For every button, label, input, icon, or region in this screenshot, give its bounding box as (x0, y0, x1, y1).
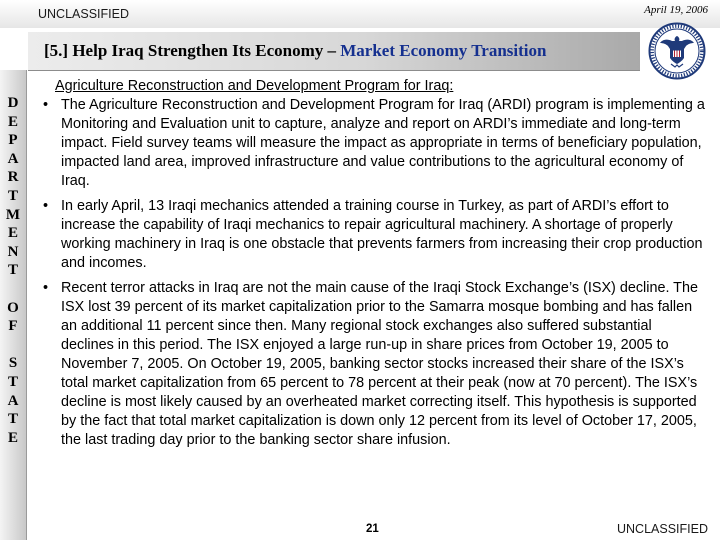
vertical-letter: A (7, 392, 19, 409)
title-prefix: [5.] Help Iraq Strengthen Its Economy – (44, 41, 341, 60)
bullet-item (38, 197, 706, 273)
vertical-letter: A (7, 150, 19, 167)
section-heading (55, 77, 706, 96)
vertical-letter: E (7, 225, 18, 242)
bullet-icon: • (43, 280, 49, 296)
vertical-letter: O (7, 299, 19, 316)
bullet-item (38, 279, 706, 450)
vertical-letter: M (5, 206, 21, 223)
bullet-text: In early April, 13 Iraqi mechanics attended a training course in Turkey, as part of ARDI’s effort to increase the capability of Iraqi mechanics to repair agricultural machinery. A shortage of properly working machinery in Iraq is one obstacle that prevents farmers from increasing their crop production and incomes. (61, 198, 703, 271)
department-of-state-seal-icon (648, 22, 706, 80)
vertical-letter: S (8, 355, 18, 372)
slide-body (38, 77, 706, 450)
bullet-text: The Agriculture Reconstruction and Development Program for Iraq (ARDI) program is implementing a Monitoring and Evaluation unit to capture, analyze and report on ARDI’s immediate and long-term impact. Field survey teams will measure the impact as appropriate in terms of beneficiary population, impacted land area, improved infrastructure and value contributions to the agricultural economy of Iraq. (61, 97, 705, 189)
classification-marking-top: UNCLASSIFIED (38, 7, 129, 21)
vertical-agency-text (0, 94, 26, 447)
bullet-list (38, 96, 706, 450)
vertical-letter: T (7, 411, 18, 428)
bullet-icon: • (43, 97, 49, 113)
vertical-letter: P (8, 132, 18, 149)
bullet-icon: • (43, 198, 49, 214)
section-heading-text: Agriculture Reconstruction and Development Program for Iraq (55, 78, 450, 94)
vertical-letter: E (7, 429, 18, 446)
vertical-letter: E (7, 113, 18, 130)
slide-title (44, 41, 546, 61)
title-accent: Market Economy Transition (340, 41, 547, 60)
classification-marking-bottom: UNCLASSIFIED (617, 522, 708, 536)
slide-date: April 19, 2006 (644, 4, 708, 16)
bullet-item (38, 96, 706, 191)
vertical-letter: R (7, 169, 19, 186)
vertical-letter: N (7, 243, 19, 260)
bullet-text: Recent terror attacks in Iraq are not the main cause of the Iraqi Stock Exchange’s (ISX) decline. The ISX lost 39 percent of its market capitalization prior to the Samarra mosque bombing and has fallen an additional 11 percent since then. Many regional stock exchanges also suffered substantial declines in this period. The ISX enjoyed a large run-up in share prices from October 19, 2005 to November 7, 2005. On October 19, 2005, banking sector stocks increased their share of the ISX’s total market capitalization from 65 percent to 78 percent at their peak (now at 70 percent). The ISX’s decline is most likely caused by an overheated market correcting itself. This hypothesis is supported by the fact that total market capitalization is down only 12 percent from its level of October 17, 2005, the last trading day prior to the banking sector share infusion. (61, 280, 698, 448)
vertical-letter: D (7, 95, 19, 111)
vertical-letter: T (7, 373, 18, 390)
vertical-letter: T (7, 187, 18, 204)
vertical-letter: T (7, 262, 18, 279)
vertical-letter: F (8, 318, 18, 335)
page-number: 21 (366, 523, 379, 535)
section-heading-colon: : (449, 78, 454, 94)
